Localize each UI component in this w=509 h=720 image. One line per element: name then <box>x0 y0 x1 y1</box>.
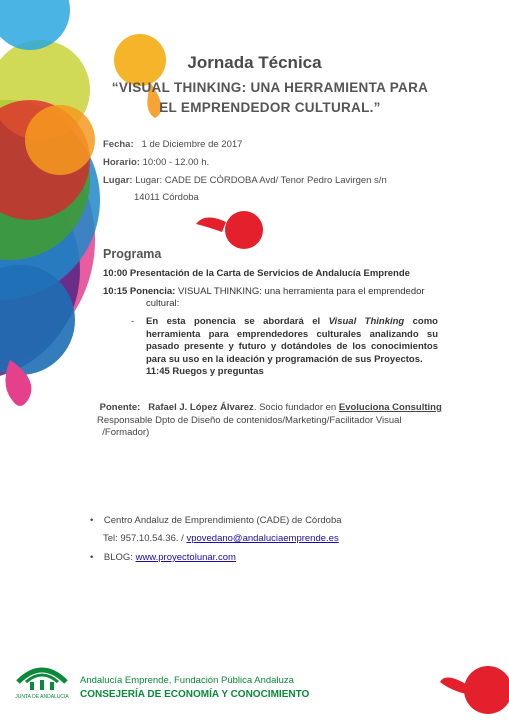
lugar-value: Lugar: CADE DE CÓRDOBA Avd/ Tenor Pedro Lavirgen s/n <box>135 175 387 186</box>
ponente-company: Evoluciona Consulting <box>338 402 442 413</box>
circle-orange-small <box>25 105 95 175</box>
fecha-value: 1 de Diciembre de 2017 <box>141 139 243 150</box>
blog-label: BLOG: <box>103 552 136 563</box>
desc-part-3: 11:45 Ruegos y preguntas <box>146 366 264 377</box>
ponente-text-3: /Formador) <box>102 427 150 438</box>
footer-line-2: CONSEJERÍA DE ECONOMÍA Y CONOCIMIENTO <box>80 689 310 700</box>
red-blob-footer-tail <box>440 677 466 694</box>
footer-line-1: Andalucía Emprende, Fundación Pública Andaluza <box>80 675 294 686</box>
ponente-text-1: . Socio fundador en <box>253 402 339 413</box>
logo-text: JUNTA DE ANDALUCIA <box>15 694 69 700</box>
ponente-label: Ponente: <box>99 402 141 413</box>
agenda-item-2 <box>103 286 443 297</box>
contact-tel <box>103 533 339 544</box>
desc-italic: Visual Thinking <box>328 316 405 327</box>
blog-link[interactable]: www.proyectolunar.com <box>135 552 236 563</box>
cade-text: Centro Andaluz de Emprendimiento (CADE) de Córdoba <box>103 515 342 526</box>
red-blob-center <box>225 211 263 249</box>
contact-bullet-1 <box>90 515 342 526</box>
email-link[interactable]: vpovedano@andaluciaemprende.es <box>186 533 339 544</box>
fecha-row <box>103 139 242 150</box>
horario-value: 10:00 - 12.00 h. <box>142 157 210 168</box>
red-blob-tail <box>196 217 226 232</box>
programa-heading: Programa <box>103 247 162 261</box>
desc-part-1: En esta ponencia se abordará el <box>146 316 329 327</box>
agenda-item-2-text: VISUAL THINKING: una herramienta para el emprendedor <box>177 286 425 297</box>
desc-dash: - <box>131 316 135 327</box>
agenda-item-2-text-cont: cultural: <box>146 298 180 309</box>
ponencia-description <box>146 316 438 379</box>
subtitle-line-2: EL EMPRENDEDOR CULTURAL.” <box>159 100 381 115</box>
ponente-block <box>97 402 447 440</box>
red-blob-footer <box>464 666 509 714</box>
ponente-text-2: Responsable Dpto de Diseño de contenidos/Marketing/Facilitador Visual <box>97 414 402 426</box>
bullet-dot-2: • <box>90 552 94 563</box>
ponente-name: Rafael J. López Álvarez <box>148 402 254 413</box>
contact-bullet-2 <box>90 552 236 563</box>
page-title: Jornada Técnica <box>187 53 322 72</box>
agenda-item-2-time: 10:15 Ponencia: <box>103 286 176 297</box>
desc-part-2: como herramienta para emprendedores culturales analizando su pasado presente y futuro y dotándoles de los conocimientos para su uso en la ideación y programación de sus Proyectos. <box>146 316 438 365</box>
junta-andalucia-logo <box>14 660 70 700</box>
agenda-item-1-text: 10:00 Presentación de la Carta de Servicios de Andalucía Emprende <box>103 268 410 279</box>
horario-row <box>103 157 209 168</box>
agenda-item-1 <box>103 268 410 279</box>
fecha-label: Fecha: <box>103 139 134 150</box>
tel-text: Tel: 957.10.54.36. / <box>103 533 187 544</box>
lugar-row <box>103 175 387 186</box>
page-subtitle <box>100 78 440 118</box>
circle-cyan-top <box>0 0 70 50</box>
lugar-postal: 14011 Córdoba <box>134 192 199 203</box>
lugar-label: Lugar: <box>103 175 133 186</box>
subtitle-line-1: “VISUAL THINKING: UNA HERRAMIENTA PARA <box>111 80 429 95</box>
horario-label: Horario: <box>103 157 140 168</box>
bullet-dot-1: • <box>90 515 94 526</box>
